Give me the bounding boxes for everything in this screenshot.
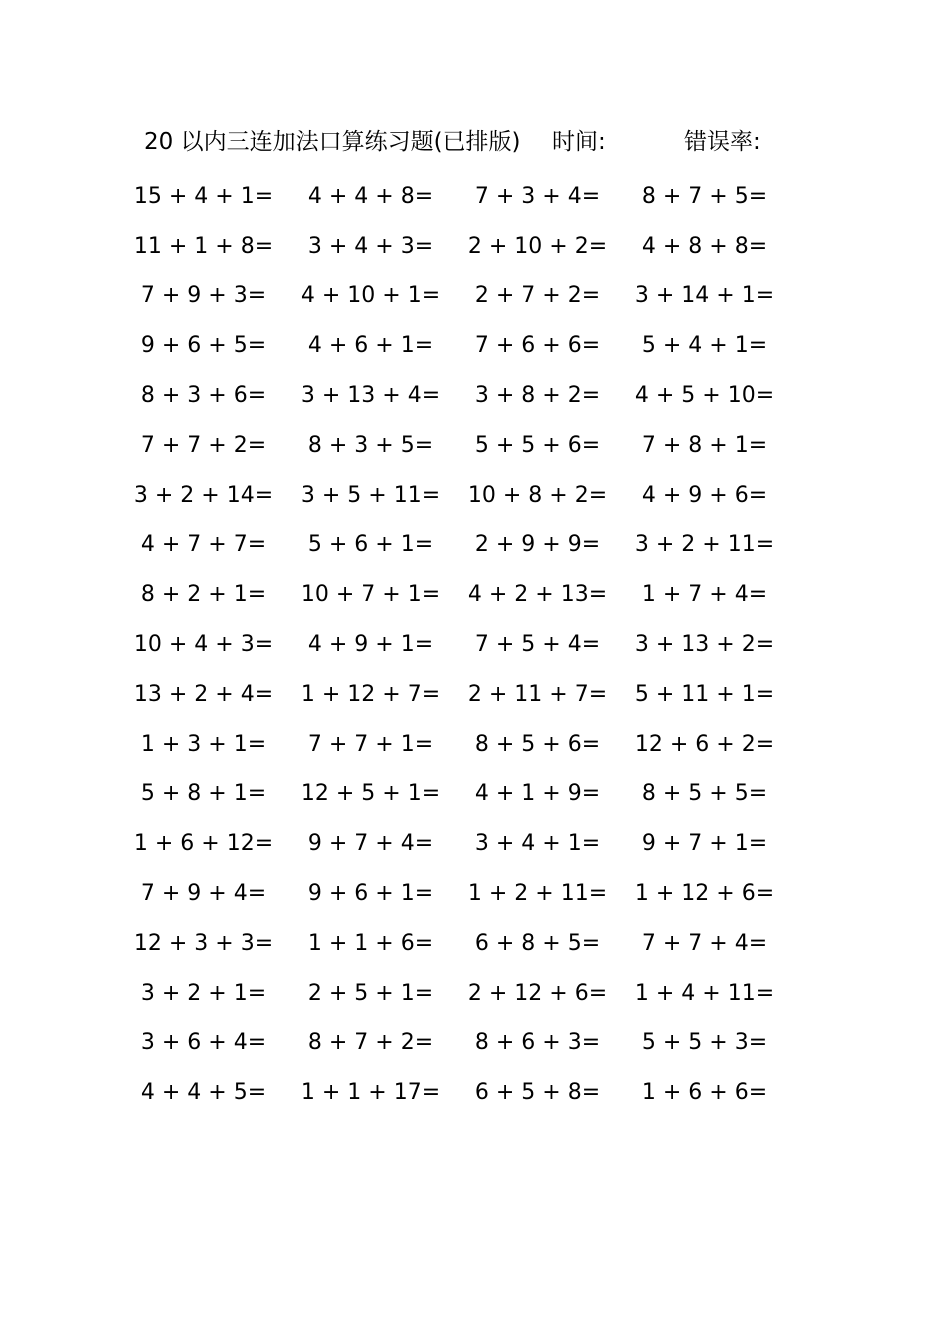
problem-row <box>120 272 800 322</box>
problem-item: 4 + 5 + 10= <box>634 383 775 409</box>
problem-item: 7 + 8 + 1= <box>641 432 768 458</box>
problem-item: 8 + 5 + 5= <box>641 781 768 807</box>
problem-row <box>120 869 800 919</box>
problem-item: 3 + 6 + 4= <box>140 1030 267 1056</box>
problem-item: 4 + 1 + 9= <box>474 781 601 807</box>
problem-item: 3 + 4 + 1= <box>474 831 601 857</box>
problem-item: 10 + 8 + 2= <box>467 482 608 508</box>
problem-item: 3 + 5 + 11= <box>300 482 441 508</box>
problem-item: 7 + 5 + 4= <box>474 632 601 658</box>
error-rate-label: 错误率: <box>684 129 761 155</box>
problem-row <box>120 521 800 571</box>
time-label: 时间: <box>552 129 606 155</box>
problem-item: 1 + 4 + 11= <box>634 980 775 1006</box>
problem-item: 7 + 3 + 4= <box>474 183 601 209</box>
problem-item: 1 + 1 + 17= <box>300 1080 441 1106</box>
problem-item: 8 + 5 + 6= <box>474 731 601 757</box>
problem-item: 8 + 3 + 5= <box>307 432 434 458</box>
problem-item: 4 + 2 + 13= <box>467 582 608 608</box>
problem-item: 9 + 7 + 1= <box>641 831 768 857</box>
problem-item: 8 + 7 + 5= <box>641 183 768 209</box>
problem-item: 1 + 6 + 6= <box>641 1080 768 1106</box>
problem-item: 9 + 7 + 4= <box>307 831 434 857</box>
problem-item: 3 + 14 + 1= <box>634 283 775 309</box>
problem-item: 1 + 1 + 6= <box>307 930 434 956</box>
problem-item: 4 + 9 + 1= <box>307 632 434 658</box>
worksheet-header <box>144 124 784 160</box>
problem-item: 1 + 3 + 1= <box>140 731 267 757</box>
problem-item: 7 + 6 + 6= <box>474 333 601 359</box>
problem-item: 3 + 13 + 4= <box>300 383 441 409</box>
problem-item: 7 + 7 + 2= <box>140 432 267 458</box>
problem-item: 8 + 3 + 6= <box>140 383 267 409</box>
problem-item: 2 + 12 + 6= <box>467 980 608 1006</box>
problem-row <box>120 421 800 471</box>
problem-item: 5 + 6 + 1= <box>307 532 434 558</box>
problem-row <box>120 670 800 720</box>
problem-item: 3 + 2 + 1= <box>140 980 267 1006</box>
problem-item: 10 + 7 + 1= <box>300 582 441 608</box>
problem-item: 4 + 4 + 8= <box>307 183 434 209</box>
problem-item: 1 + 2 + 11= <box>467 881 608 907</box>
problem-item: 3 + 13 + 2= <box>634 632 775 658</box>
problem-item: 4 + 10 + 1= <box>300 283 441 309</box>
problem-item: 8 + 2 + 1= <box>140 582 267 608</box>
problem-item: 2 + 10 + 2= <box>467 233 608 259</box>
problem-row <box>120 770 800 820</box>
problem-item: 9 + 6 + 5= <box>140 333 267 359</box>
problem-item: 7 + 9 + 4= <box>140 881 267 907</box>
problem-item: 7 + 7 + 1= <box>307 731 434 757</box>
problem-item: 3 + 2 + 11= <box>634 532 775 558</box>
problem-row <box>120 1019 800 1069</box>
problem-item: 2 + 7 + 2= <box>474 283 601 309</box>
problem-row <box>120 570 800 620</box>
problem-item: 2 + 11 + 7= <box>467 681 608 707</box>
problem-item: 12 + 6 + 2= <box>634 731 775 757</box>
problem-row <box>120 819 800 869</box>
problem-row <box>120 919 800 969</box>
problem-item: 4 + 6 + 1= <box>307 333 434 359</box>
problem-item: 2 + 5 + 1= <box>307 980 434 1006</box>
problem-item: 4 + 9 + 6= <box>641 482 768 508</box>
problem-row <box>120 1068 800 1118</box>
problem-item: 2 + 9 + 9= <box>474 532 601 558</box>
problem-item: 7 + 7 + 4= <box>641 930 768 956</box>
problem-item: 8 + 6 + 3= <box>474 1030 601 1056</box>
problem-item: 3 + 8 + 2= <box>474 383 601 409</box>
problem-item: 1 + 12 + 6= <box>634 881 775 907</box>
problem-row <box>120 222 800 272</box>
problem-row <box>120 620 800 670</box>
problem-item: 15 + 4 + 1= <box>133 183 274 209</box>
problem-row <box>120 720 800 770</box>
problem-item: 5 + 8 + 1= <box>140 781 267 807</box>
problem-item: 1 + 7 + 4= <box>641 582 768 608</box>
problem-item: 4 + 7 + 7= <box>140 532 267 558</box>
problem-item: 4 + 8 + 8= <box>641 233 768 259</box>
problem-item: 3 + 4 + 3= <box>307 233 434 259</box>
problem-row <box>120 969 800 1019</box>
problem-row <box>120 371 800 421</box>
problem-item: 6 + 5 + 8= <box>474 1080 601 1106</box>
problem-item: 12 + 5 + 1= <box>300 781 441 807</box>
problem-item: 8 + 7 + 2= <box>307 1030 434 1056</box>
problem-row <box>120 321 800 371</box>
problem-item: 5 + 4 + 1= <box>641 333 768 359</box>
worksheet-title: 20 以内三连加法口算练习题(已排版) <box>144 129 521 155</box>
problem-row <box>120 172 800 222</box>
problem-row <box>120 471 800 521</box>
problem-item: 1 + 6 + 12= <box>133 831 274 857</box>
problem-item: 10 + 4 + 3= <box>133 632 274 658</box>
problem-item: 5 + 5 + 3= <box>641 1030 768 1056</box>
problem-item: 11 + 1 + 8= <box>133 233 274 259</box>
problem-item: 4 + 4 + 5= <box>140 1080 267 1106</box>
problem-item: 6 + 8 + 5= <box>474 930 601 956</box>
problem-item: 9 + 6 + 1= <box>307 881 434 907</box>
problem-item: 5 + 5 + 6= <box>474 432 601 458</box>
problem-grid <box>120 172 800 1118</box>
problem-item: 1 + 12 + 7= <box>300 681 441 707</box>
problem-item: 7 + 9 + 3= <box>140 283 267 309</box>
problem-item: 13 + 2 + 4= <box>133 681 274 707</box>
problem-item: 12 + 3 + 3= <box>133 930 274 956</box>
problem-item: 3 + 2 + 14= <box>133 482 274 508</box>
problem-item: 5 + 11 + 1= <box>634 681 775 707</box>
